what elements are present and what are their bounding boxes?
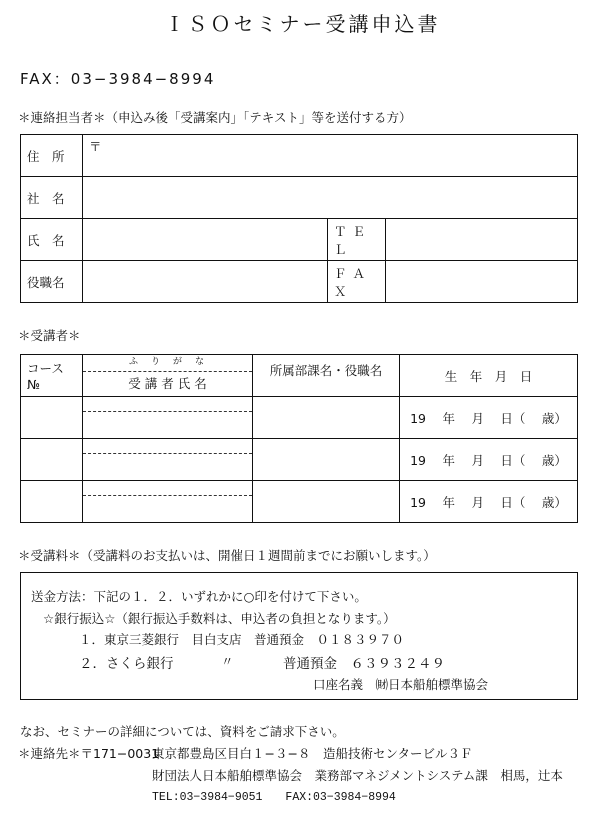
bank-option-2-name: ２．さくら銀行 xyxy=(79,656,174,672)
company-label: 社 名 xyxy=(21,177,83,219)
attendee-name-field[interactable] xyxy=(83,481,253,523)
fax-field[interactable] xyxy=(386,261,578,303)
fax-label: ＦＡＸ xyxy=(328,261,386,303)
dept-header: 所属部課名・役職名 xyxy=(253,355,400,397)
postal-mark: 〒 xyxy=(89,139,102,154)
attendee-section-heading: ＊受講者＊ xyxy=(18,328,81,343)
furigana-header: ふ り が な xyxy=(128,357,206,367)
attendee-row xyxy=(21,439,578,481)
dept-field[interactable] xyxy=(253,439,400,481)
contact-postal: ＊連絡先＊〒171−0031 xyxy=(18,746,160,761)
dept-field[interactable] xyxy=(253,481,400,523)
tel-label: ＴＥＬ xyxy=(328,219,386,261)
contact-table xyxy=(20,134,578,303)
course-no-header: コース№ xyxy=(21,355,83,397)
address-row xyxy=(21,135,578,177)
position-label: 役職名 xyxy=(21,261,83,303)
address-field[interactable] xyxy=(83,135,578,177)
name-header-cell xyxy=(83,355,253,397)
attendee-name-field[interactable] xyxy=(83,439,253,481)
attendee-name-field[interactable] xyxy=(83,397,253,439)
contact-organization: 財団法人日本船舶標準協会 業務部マネジメントシステム課 相馬，辻本 xyxy=(152,768,563,783)
bank-option-1: １．東京三菱銀行 目白支店 普通預金 ０１８３９７０ xyxy=(79,632,405,647)
name-row xyxy=(21,219,578,261)
fax-number-header: FAX：03−3984−8994 xyxy=(20,70,216,88)
address-label: 住 所 xyxy=(21,135,83,177)
birth-header: 生 年 月 日 xyxy=(400,355,578,397)
company-row xyxy=(21,177,578,219)
bank-transfer-note: ☆銀行振込☆（銀行振込手数料は、申込者の負担となります。） xyxy=(43,611,396,626)
name-label: 氏 名 xyxy=(21,219,83,261)
contact-section-heading: ＊連絡担当者＊（申込み後「受講案内」「テキスト」等を送付する方） xyxy=(18,110,412,125)
birth-field[interactable]: 19 年 月 日（ 歳） xyxy=(400,439,578,481)
company-field[interactable] xyxy=(83,177,578,219)
course-no-field[interactable] xyxy=(21,439,83,481)
birth-field[interactable]: 19 年 月 日（ 歳） xyxy=(400,397,578,439)
payment-method: 送金方法：下記の１．２．いずれかに○印を付けて下さい。 xyxy=(31,589,367,604)
position-field[interactable] xyxy=(83,261,328,303)
bank-option-2-branch: 〃 xyxy=(221,654,234,669)
contact-tel-fax: TEL:03−3984−9051 FAX:03−3984−8994 xyxy=(152,791,396,804)
payment-box xyxy=(20,572,578,700)
tel-field[interactable] xyxy=(386,219,578,261)
course-no-field[interactable] xyxy=(21,481,83,523)
position-row xyxy=(21,261,578,303)
contact-address: 東京都豊島区目白１−３−８ 造船技術センタービル３Ｆ xyxy=(152,746,473,761)
name-field[interactable] xyxy=(83,219,328,261)
attendee-table xyxy=(20,354,578,523)
details-note: なお、セミナーの詳細については、資料をご請求下さい。 xyxy=(20,724,345,739)
attendee-row xyxy=(21,397,578,439)
fee-section-heading: ＊受講料＊（受講料のお支払いは、開催日１週間前までにお願いします。） xyxy=(18,548,436,563)
birth-field[interactable]: 19 年 月 日（ 歳） xyxy=(400,481,578,523)
attendee-row xyxy=(21,481,578,523)
course-no-field[interactable] xyxy=(21,397,83,439)
account-holder: 口座名義 ㈶日本船舶標準協会 xyxy=(313,677,489,692)
attendee-header-row xyxy=(21,355,578,397)
attendee-name-header: 受 講 者 氏 名 xyxy=(83,371,252,396)
form-title: ＩＳＯセミナー受講申込書 xyxy=(164,12,441,36)
bank-option-2-account: 普通預金 ６３９３２４９ xyxy=(283,656,445,672)
dept-field[interactable] xyxy=(253,397,400,439)
